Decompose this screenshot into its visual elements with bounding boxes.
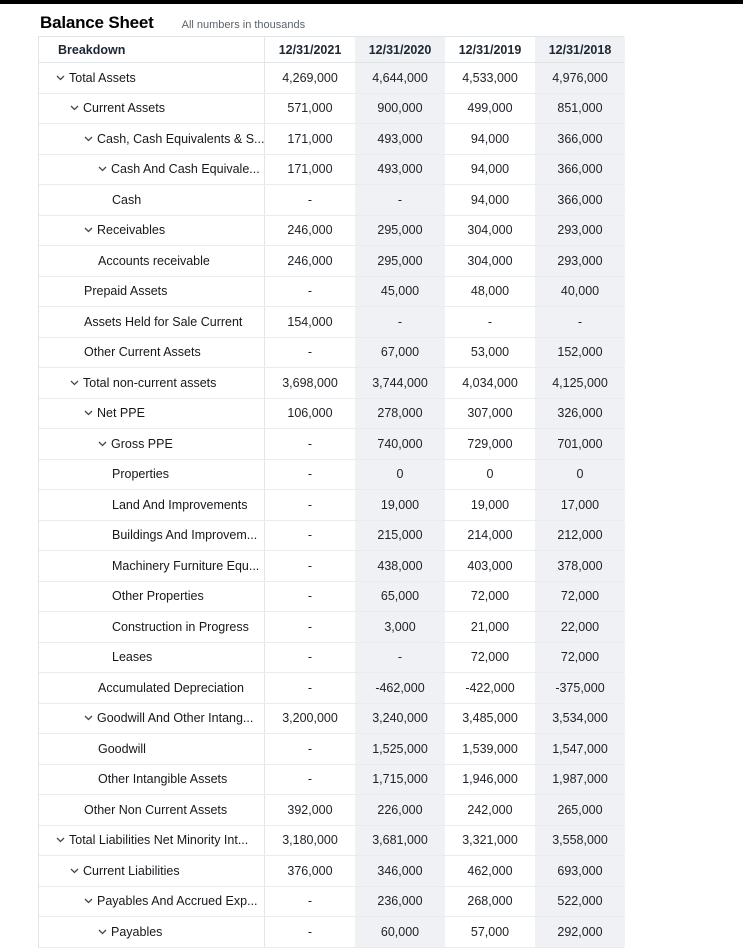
value-cell: 292,000	[535, 917, 625, 947]
value-cell: 346,000	[355, 856, 445, 886]
value-cell: 1,547,000	[535, 734, 625, 764]
row-label: Total Assets	[69, 70, 136, 85]
table-row	[39, 94, 624, 125]
table-row	[39, 277, 624, 308]
row-label-cell	[39, 917, 265, 947]
value-cell: 392,000	[287, 802, 333, 817]
value-cell: 4,644,000	[355, 63, 445, 93]
value-cell: 295,000	[355, 246, 445, 276]
row-label: Net PPE	[97, 406, 145, 421]
value-cell: -462,000	[355, 673, 445, 703]
table-row	[39, 490, 624, 521]
value-cell: 1,987,000	[535, 765, 625, 795]
page-title: Balance Sheet	[40, 13, 154, 32]
chevron-down-icon[interactable]	[84, 410, 97, 416]
chevron-down-icon[interactable]	[84, 715, 97, 721]
row-label-cell	[39, 795, 265, 825]
value-cell: 152,000	[535, 338, 625, 368]
row-label-cell	[39, 124, 265, 154]
value-cell: 293,000	[535, 216, 625, 246]
value-cell: -	[307, 589, 313, 604]
value-cell: 3,681,000	[355, 826, 445, 856]
title-bar	[0, 4, 743, 36]
value-cell: -	[307, 345, 313, 360]
value-cell: 60,000	[355, 917, 445, 947]
value-cell: 3,485,000	[462, 711, 518, 726]
table-row	[39, 826, 624, 857]
value-cell: 4,533,000	[462, 70, 518, 85]
value-cell: 493,000	[355, 155, 445, 185]
row-label: Accounts receivable	[98, 253, 210, 268]
value-cell: 226,000	[355, 795, 445, 825]
table-body	[39, 63, 624, 948]
row-label-cell	[39, 643, 265, 673]
value-cell: 212,000	[535, 521, 625, 551]
value-cell: 72,000	[470, 650, 510, 665]
value-cell: -	[307, 741, 313, 756]
value-cell: -	[307, 436, 313, 451]
value-cell: 67,000	[355, 338, 445, 368]
value-cell: 3,321,000	[462, 833, 518, 848]
row-label: Land And Improvements	[112, 497, 248, 512]
value-cell: -	[307, 619, 313, 634]
table-row	[39, 551, 624, 582]
column-header-date: 12/31/2018	[535, 37, 625, 62]
chevron-down-icon[interactable]	[98, 929, 111, 935]
table-row	[39, 582, 624, 613]
table-row	[39, 643, 624, 674]
chevron-down-icon[interactable]	[98, 166, 111, 172]
row-label-cell	[39, 307, 265, 337]
value-cell: 65,000	[355, 582, 445, 612]
value-cell: 242,000	[467, 802, 513, 817]
row-label-cell	[39, 887, 265, 917]
value-cell: 403,000	[467, 558, 513, 573]
value-cell: 0	[486, 467, 494, 482]
value-cell: -	[487, 314, 493, 329]
value-cell: 3,200,000	[282, 711, 338, 726]
table-row	[39, 795, 624, 826]
row-label-cell	[39, 460, 265, 490]
value-cell: 3,000	[355, 612, 445, 642]
value-cell: 57,000	[470, 924, 510, 939]
units-subtitle: All numbers in thousands	[181, 19, 306, 31]
chevron-down-icon[interactable]	[70, 105, 83, 111]
value-cell: 366,000	[535, 185, 625, 215]
balance-sheet-table	[38, 36, 624, 948]
value-cell: 3,698,000	[282, 375, 338, 390]
value-cell: -	[307, 467, 313, 482]
value-cell: 94,000	[470, 162, 510, 177]
column-header-date: 12/31/2021	[278, 42, 342, 57]
row-label-cell	[39, 490, 265, 520]
row-label-cell	[39, 673, 265, 703]
value-cell: 493,000	[355, 124, 445, 154]
row-label-cell	[39, 63, 265, 93]
table-row	[39, 399, 624, 430]
table-row	[39, 216, 624, 247]
value-cell: 215,000	[355, 521, 445, 551]
row-label-cell	[39, 246, 265, 276]
row-label-cell	[39, 216, 265, 246]
value-cell: -	[307, 497, 313, 512]
value-cell: -	[307, 650, 313, 665]
row-label: Gross PPE	[111, 436, 173, 451]
value-cell: 3,534,000	[535, 704, 625, 734]
table-row	[39, 429, 624, 460]
value-cell: 265,000	[535, 795, 625, 825]
value-cell: 693,000	[535, 856, 625, 886]
value-cell: 72,000	[535, 643, 625, 673]
value-cell: -375,000	[535, 673, 625, 703]
chevron-down-icon[interactable]	[84, 227, 97, 233]
table-row	[39, 155, 624, 186]
chevron-down-icon[interactable]	[56, 75, 69, 81]
row-label: Goodwill And Other Intang...	[97, 711, 254, 726]
row-label: Cash, Cash Equivalents & S...	[97, 131, 265, 146]
row-label: Machinery Furniture Equ...	[112, 558, 260, 573]
row-label-cell	[39, 155, 265, 185]
table-row	[39, 704, 624, 735]
row-label: Payables	[111, 924, 163, 939]
table-row	[39, 460, 624, 491]
value-cell: -	[307, 924, 313, 939]
value-cell: 499,000	[467, 101, 513, 116]
value-cell: 3,180,000	[282, 833, 338, 848]
value-cell: 106,000	[287, 406, 333, 421]
value-cell: -	[307, 284, 313, 299]
table-row	[39, 246, 624, 277]
value-cell: 304,000	[467, 253, 513, 268]
value-cell: 154,000	[287, 314, 333, 329]
value-cell: 376,000	[287, 863, 333, 878]
table-row	[39, 338, 624, 369]
row-label: Leases	[112, 650, 153, 665]
value-cell: 4,034,000	[462, 375, 518, 390]
row-label-cell	[39, 185, 265, 215]
row-label: Total Liabilities Net Minority Int...	[69, 833, 249, 848]
value-cell: 366,000	[535, 155, 625, 185]
table-row	[39, 765, 624, 796]
row-label: Buildings And Improvem...	[112, 528, 258, 543]
row-label: Assets Held for Sale Current	[84, 314, 243, 329]
value-cell: 729,000	[467, 436, 513, 451]
table-row	[39, 521, 624, 552]
row-label-cell	[39, 368, 265, 398]
chevron-down-icon[interactable]	[84, 136, 97, 142]
row-label: Other Non Current Assets	[84, 802, 228, 817]
value-cell: 1,539,000	[462, 741, 518, 756]
value-cell: 48,000	[470, 284, 510, 299]
row-label: Cash And Cash Equivale...	[111, 162, 260, 177]
value-cell: 522,000	[535, 887, 625, 917]
value-cell: 3,744,000	[355, 368, 445, 398]
row-label: Receivables	[97, 223, 166, 238]
value-cell: 214,000	[467, 528, 513, 543]
column-header-breakdown: Breakdown	[39, 37, 265, 62]
table-row	[39, 734, 624, 765]
value-cell: 53,000	[470, 345, 510, 360]
value-cell: -	[307, 528, 313, 543]
row-label: Properties	[112, 467, 169, 482]
value-cell: 4,125,000	[535, 368, 625, 398]
table-header-row	[39, 37, 624, 63]
value-cell: -	[355, 307, 445, 337]
row-label-cell	[39, 399, 265, 429]
row-label-cell	[39, 551, 265, 581]
value-cell: -	[355, 185, 445, 215]
table-row	[39, 856, 624, 887]
value-cell: 4,976,000	[535, 63, 625, 93]
row-label: Prepaid Assets	[84, 284, 168, 299]
value-cell: 19,000	[470, 497, 510, 512]
row-label-cell	[39, 429, 265, 459]
value-cell: 19,000	[355, 490, 445, 520]
value-cell: 246,000	[287, 223, 333, 238]
value-cell: -	[307, 772, 313, 787]
column-header-date: 12/31/2020	[355, 37, 445, 62]
row-label: Cash	[112, 192, 142, 207]
value-cell: 4,269,000	[282, 70, 338, 85]
row-label-cell	[39, 765, 265, 795]
value-cell: 1,525,000	[355, 734, 445, 764]
row-label: Accumulated Depreciation	[98, 680, 244, 695]
value-cell: -	[355, 643, 445, 673]
row-label-cell	[39, 582, 265, 612]
row-label-cell	[39, 612, 265, 642]
value-cell: 295,000	[355, 216, 445, 246]
chevron-down-icon[interactable]	[70, 380, 83, 386]
value-cell: 45,000	[355, 277, 445, 307]
value-cell: 171,000	[287, 131, 333, 146]
column-header-date: 12/31/2019	[458, 42, 522, 57]
value-cell: 278,000	[355, 399, 445, 429]
value-cell: 3,558,000	[535, 826, 625, 856]
value-cell: 571,000	[287, 101, 333, 116]
value-cell: 438,000	[355, 551, 445, 581]
value-cell: 307,000	[467, 406, 513, 421]
row-label: Total non-current assets	[83, 375, 217, 390]
value-cell: -	[535, 307, 625, 337]
value-cell: 304,000	[467, 223, 513, 238]
value-cell: 293,000	[535, 246, 625, 276]
row-label: Current Assets	[83, 101, 165, 116]
value-cell: 22,000	[535, 612, 625, 642]
value-cell: -422,000	[465, 680, 515, 695]
value-cell: 900,000	[355, 94, 445, 124]
table-row	[39, 368, 624, 399]
row-label-cell	[39, 277, 265, 307]
value-cell: 326,000	[535, 399, 625, 429]
chevron-down-icon[interactable]	[98, 441, 111, 447]
chevron-down-icon[interactable]	[84, 898, 97, 904]
table-row	[39, 887, 624, 918]
table-row	[39, 307, 624, 338]
value-cell: 17,000	[535, 490, 625, 520]
value-cell: 0	[535, 460, 625, 490]
value-cell: 72,000	[470, 589, 510, 604]
row-label: Other Properties	[112, 589, 204, 604]
table-row	[39, 917, 624, 948]
row-label: Goodwill	[98, 741, 146, 756]
value-cell: 740,000	[355, 429, 445, 459]
row-label-cell	[39, 856, 265, 886]
table-row	[39, 124, 624, 155]
value-cell: -	[307, 894, 313, 909]
row-label: Payables And Accrued Exp...	[97, 894, 258, 909]
value-cell: 701,000	[535, 429, 625, 459]
row-label: Construction in Progress	[112, 619, 249, 634]
row-label: Other Intangible Assets	[98, 772, 228, 787]
table-row	[39, 612, 624, 643]
row-label: Current Liabilities	[83, 863, 180, 878]
value-cell: 1,946,000	[462, 772, 518, 787]
value-cell: 268,000	[467, 894, 513, 909]
value-cell: 366,000	[535, 124, 625, 154]
value-cell: 246,000	[287, 253, 333, 268]
row-label: Other Current Assets	[84, 345, 201, 360]
table-row	[39, 185, 624, 216]
value-cell: 72,000	[535, 582, 625, 612]
chevron-down-icon[interactable]	[70, 868, 83, 874]
value-cell: 851,000	[535, 94, 625, 124]
value-cell: -	[307, 558, 313, 573]
row-label-cell	[39, 338, 265, 368]
table-row	[39, 673, 624, 704]
value-cell: 94,000	[470, 192, 510, 207]
value-cell: 378,000	[535, 551, 625, 581]
value-cell: -	[307, 192, 313, 207]
value-cell: 236,000	[355, 887, 445, 917]
value-cell: 21,000	[470, 619, 510, 634]
value-cell: 0	[355, 460, 445, 490]
table-row	[39, 63, 624, 94]
value-cell: 94,000	[470, 131, 510, 146]
row-label-cell	[39, 734, 265, 764]
row-label-cell	[39, 521, 265, 551]
value-cell: -	[307, 680, 313, 695]
value-cell: 171,000	[287, 162, 333, 177]
row-label-cell	[39, 826, 265, 856]
value-cell: 1,715,000	[355, 765, 445, 795]
row-label-cell	[39, 704, 265, 734]
value-cell: 40,000	[535, 277, 625, 307]
value-cell: 3,240,000	[355, 704, 445, 734]
value-cell: 462,000	[467, 863, 513, 878]
row-label-cell	[39, 94, 265, 124]
chevron-down-icon[interactable]	[56, 837, 69, 843]
